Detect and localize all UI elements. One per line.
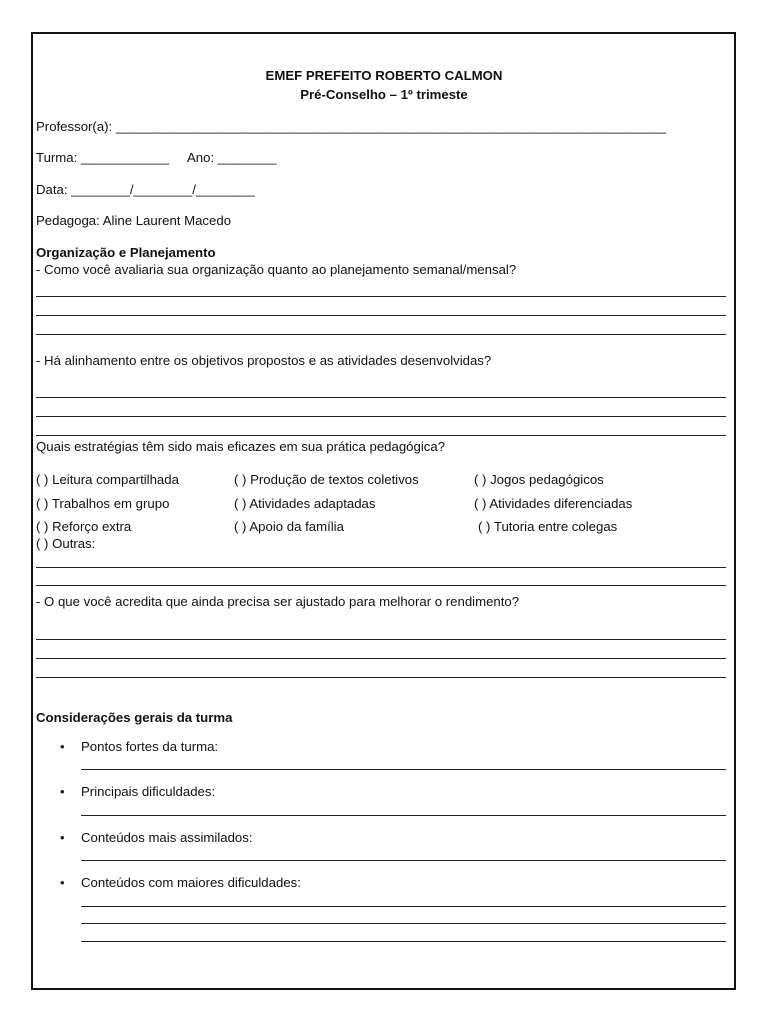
- bullet: •: [60, 784, 65, 799]
- question-adjustments: - O que você acredita que ainda precisa ser ajustado para melhorar o rendimento?: [36, 594, 520, 609]
- answer-line[interactable]: [81, 941, 726, 942]
- bullet: •: [60, 875, 65, 890]
- school-name: EMEF PREFEITO ROBERTO CALMON: [265, 68, 503, 83]
- professor-field[interactable]: Professor(a): ___________________________________________________________________________: [36, 119, 666, 134]
- answer-line[interactable]: [36, 435, 726, 436]
- option-checkbox[interactable]: ( ) Trabalhos em grupo: [36, 496, 170, 511]
- section-title-class: Considerações gerais da turma: [36, 710, 233, 725]
- item-assimilated: Conteúdos mais assimilados:: [81, 830, 253, 845]
- turma-field[interactable]: Turma: ____________: [36, 150, 169, 165]
- item-hard-content: Conteúdos com maiores dificuldades:: [81, 875, 301, 890]
- answer-line[interactable]: [81, 860, 726, 861]
- option-checkbox[interactable]: ( ) Jogos pedagógicos: [474, 472, 604, 487]
- option-checkbox[interactable]: ( ) Produção de textos coletivos: [234, 472, 419, 487]
- answer-line[interactable]: [36, 658, 726, 659]
- option-checkbox[interactable]: ( ) Reforço extra: [36, 519, 132, 534]
- option-other[interactable]: ( ) Outras:: [36, 536, 96, 551]
- option-checkbox[interactable]: ( ) Leitura compartilhada: [36, 472, 179, 487]
- option-checkbox[interactable]: ( ) Atividades adaptadas: [234, 496, 376, 511]
- answer-line[interactable]: [36, 334, 726, 335]
- answer-line[interactable]: [36, 677, 726, 678]
- document-subtitle: Pré-Conselho – 1º trimeste: [300, 87, 468, 102]
- pedagoga-field: Pedagoga: Aline Laurent Macedo: [36, 213, 232, 228]
- option-checkbox[interactable]: ( ) Atividades diferenciadas: [474, 496, 633, 511]
- item-difficulties: Principais dificuldades:: [81, 784, 216, 799]
- option-checkbox[interactable]: ( ) Tutoria entre colegas: [478, 519, 618, 534]
- answer-line[interactable]: [36, 639, 726, 640]
- answer-line[interactable]: [36, 296, 726, 297]
- question-strategies: Quais estratégias têm sido mais eficazes em sua prática pedagógica?: [36, 439, 446, 454]
- item-strengths: Pontos fortes da turma:: [81, 739, 219, 754]
- bullet: •: [60, 830, 65, 845]
- question-alignment: - Há alinhamento entre os objetivos propostos e as atividades desenvolvidas?: [36, 353, 492, 368]
- answer-line[interactable]: [81, 815, 726, 816]
- answer-line[interactable]: [81, 769, 726, 770]
- question-planning: - Como você avaliaria sua organização quanto ao planejamento semanal/mensal?: [36, 262, 517, 277]
- option-checkbox[interactable]: ( ) Apoio da família: [234, 519, 344, 534]
- answer-line[interactable]: [36, 397, 726, 398]
- section-title-planning: Organização e Planejamento: [36, 245, 216, 260]
- ano-field[interactable]: Ano: ________: [187, 150, 277, 165]
- bullet: •: [60, 739, 65, 754]
- answer-line[interactable]: [81, 923, 726, 924]
- answer-line[interactable]: [36, 585, 726, 586]
- answer-line[interactable]: [36, 567, 726, 568]
- answer-line[interactable]: [36, 416, 726, 417]
- answer-line[interactable]: [36, 315, 726, 316]
- answer-line[interactable]: [81, 906, 726, 907]
- data-field[interactable]: Data: ________/________/________: [36, 182, 255, 197]
